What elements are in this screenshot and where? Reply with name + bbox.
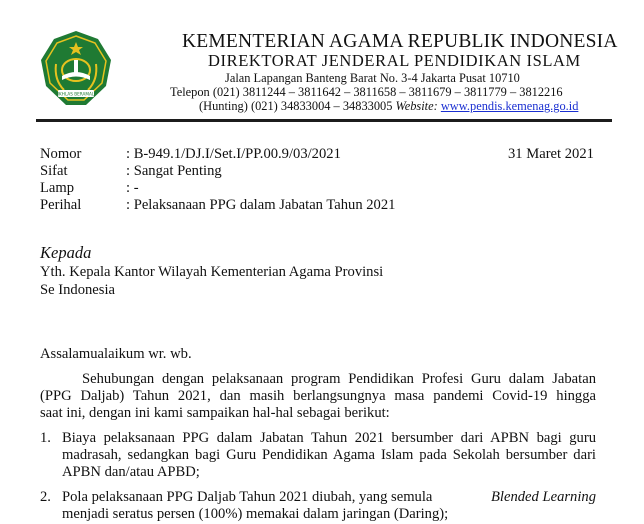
letter-date: 31 Maret 2021	[508, 146, 594, 162]
list-item-2-line-1	[62, 489, 596, 506]
hunting-text: (Hunting) (021) 34833004 – 34833005	[199, 99, 393, 113]
contact-line	[199, 99, 578, 114]
lamp-value: : -	[126, 180, 139, 196]
ministry-title: KEMENTERIAN AGAMA REPUBLIK INDONESIA	[182, 31, 618, 52]
list-item-2-number: 2.	[40, 489, 51, 505]
list-item-2-text: Pola pelaksanaan PPG Daljab Tahun 2021 diubah, yang semula	[62, 489, 433, 505]
list-item-1-line-3: APBN dan/atau APBD;	[62, 464, 200, 480]
sifat-value: : Sangat Penting	[126, 163, 222, 179]
paragraph-1-line-1: Sehubungan dengan pelaksanaan program Pendidikan Profesi Guru dalam Jabatan	[82, 371, 596, 387]
svg-text:IKHLAS BERAMAL: IKHLAS BERAMAL	[57, 91, 95, 97]
nomor-value: : B-949.1/DJ.I/Set.I/PP.00.9/03/2021	[126, 146, 341, 162]
list-item-1-number: 1.	[40, 430, 51, 446]
nomor-label: Nomor	[40, 146, 82, 162]
list-item-1-line-1: Biaya pelaksanaan PPG dalam Jabatan Tahun 2021 bersumber dari APBN bagi guru	[62, 430, 596, 446]
address-line: Jalan Lapangan Banteng Barat No. 3-4 Jakarta Pusat 10710	[225, 71, 520, 85]
sifat-label: Sifat	[40, 163, 68, 179]
paragraph-1-line-2: (PPG Daljab) Tahun 2021, dan masih berlangsungnya masa pandemi Covid-19 hingga	[40, 388, 596, 404]
perihal-label: Perihal	[40, 197, 82, 213]
website-label: Website:	[395, 99, 438, 113]
kemenag-emblem-logo	[40, 30, 112, 112]
greeting: Assalamualaikum wr. wb.	[40, 346, 192, 362]
recipient-line-2: Se Indonesia	[40, 282, 115, 298]
directorate-title: DIREKTORAT JENDERAL PENDIDIKAN ISLAM	[208, 51, 581, 70]
header-divider	[36, 119, 612, 122]
list-item-2-line-2: menjadi seratus persen (100%) memakai dalam jaringan (Daring);	[62, 506, 449, 522]
recipient-line-1: Yth. Kepala Kantor Wilayah Kementerian Agama Provinsi	[40, 264, 384, 280]
list-item-2-italic-term: Blended Learning	[491, 489, 596, 505]
website-link[interactable]: www.pendis.kemenag.go.id	[440, 99, 579, 113]
kepada-label: Kepada	[40, 243, 92, 262]
phone-line: Telepon (021) 3811244 – 3811642 – 3811658 – 3811679 – 3811779 – 3812216	[170, 85, 563, 99]
list-item-1-line-2: madrasah, sedangkan bagi Guru Pendidikan Agama Islam pada Sekolah bersumber dari	[62, 447, 596, 463]
lamp-label: Lamp	[40, 180, 75, 196]
perihal-value: : Pelaksanaan PPG dalam Jabatan Tahun 2021	[126, 197, 396, 213]
paragraph-1-line-3: saat ini, dengan ini kami sampaikan hal-hal sebagai berikut:	[40, 405, 390, 421]
